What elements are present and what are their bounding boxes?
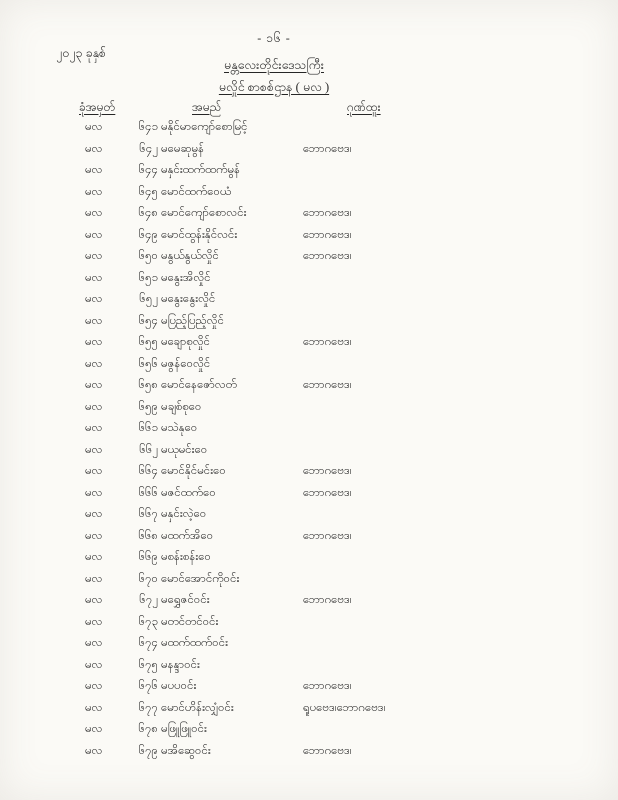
exam-center-title: မလှိုင် စာစစ်ဌာန ( မလ ) bbox=[218, 80, 330, 94]
row-roll-number: ၆၇၂ bbox=[139, 594, 158, 606]
table-row bbox=[0, 676, 618, 698]
exam-year: ၂၀၂၃ ခုနှစ် bbox=[56, 46, 106, 60]
table-row bbox=[0, 633, 618, 655]
row-roll-number: ၆၆၁ bbox=[138, 422, 158, 434]
table-row bbox=[0, 160, 618, 182]
row-student-name: မစန်းစန်းဝေ bbox=[161, 551, 211, 563]
row-center-code: မလ bbox=[85, 142, 103, 155]
row-student-name: မဇွန်ဝေလှိုင် bbox=[161, 357, 211, 370]
row-student-name: မောင်ထွန်းနိုင်လင်း bbox=[161, 228, 238, 241]
table-row bbox=[0, 461, 618, 483]
row-center-code: မလ bbox=[85, 680, 103, 692]
row-center-code: မလ bbox=[85, 551, 103, 563]
row-distinction: ဘောဂဗေဒ၊ bbox=[303, 142, 352, 155]
row-center-code: မလ bbox=[85, 314, 103, 327]
row-roll-number: ၆၄၅ bbox=[138, 185, 158, 198]
row-center-code: မလ bbox=[85, 228, 103, 241]
row-roll-number: ၆၆၇ bbox=[138, 508, 158, 520]
row-roll-number: ၆၄၂ bbox=[139, 142, 158, 155]
row-center-code: မလ bbox=[85, 271, 103, 284]
row-roll-number: ၆၆၆ bbox=[138, 486, 158, 499]
row-student-name: မနွေးနွေးလှိုင် bbox=[161, 293, 216, 305]
row-distinction: ဘောဂဗေဒ၊ bbox=[303, 336, 352, 348]
row-student-name: မသဲနုဝေ bbox=[161, 422, 198, 434]
table-row bbox=[0, 526, 618, 548]
row-distinction: ဘောဂဗေဒ၊ bbox=[303, 744, 352, 757]
row-distinction: ဘောဂဗေဒ၊ bbox=[303, 465, 352, 477]
table-row bbox=[0, 612, 618, 634]
row-roll-number: ၆၆၉ bbox=[138, 551, 158, 563]
table-row bbox=[0, 483, 618, 505]
row-center-code: မလ bbox=[85, 250, 103, 262]
row-center-code: မလ bbox=[85, 658, 103, 671]
row-center-code: မလ bbox=[85, 293, 103, 305]
row-roll-number: ၆၄၈ bbox=[138, 207, 158, 219]
row-roll-number: ၆၅၂ bbox=[139, 293, 158, 305]
row-center-code: မလ bbox=[85, 637, 103, 649]
row-roll-number: ၆၇၉ bbox=[138, 744, 158, 757]
table-row bbox=[0, 375, 618, 397]
row-center-code: မလ bbox=[85, 465, 103, 477]
row-student-name: မဖြူဖြူဝင်း bbox=[161, 723, 207, 735]
row-center-code: မလ bbox=[85, 400, 103, 413]
row-center-code: မလ bbox=[85, 529, 103, 542]
row-student-name: မပြည့်ပြည့်လှိုင် bbox=[161, 314, 224, 327]
row-roll-number: ၆၇၇ bbox=[138, 701, 158, 714]
table-row bbox=[0, 569, 618, 591]
row-roll-number: ၆၇၃ bbox=[138, 615, 158, 628]
row-student-name: မနန္ဒာဝင်း bbox=[161, 658, 200, 671]
row-student-name: မောင်အောင်ကိုဝင်း bbox=[161, 572, 240, 585]
table-row bbox=[0, 117, 618, 139]
row-roll-number: ၆၇၈ bbox=[138, 723, 158, 735]
row-student-name: မောင်နိုင်မင်းဝေ bbox=[161, 465, 226, 477]
table-row bbox=[0, 289, 618, 311]
row-roll-number: ၆၅၉ bbox=[138, 400, 158, 413]
row-center-code: မလ bbox=[85, 185, 103, 198]
row-center-code: မလ bbox=[85, 379, 103, 391]
region-title: မန္တလေးတိုင်းဒေသကြီး bbox=[224, 58, 324, 72]
table-row bbox=[0, 698, 618, 720]
row-roll-number: ၆၅၀ bbox=[138, 250, 158, 262]
row-student-name: မထက်အိဝေ bbox=[161, 529, 214, 542]
table-row bbox=[0, 418, 618, 440]
row-student-name: မအိဆွေဝင်း bbox=[161, 744, 211, 757]
row-student-name: မတင်တင်ဝင်း bbox=[161, 615, 219, 628]
row-distinction: ဘောဂဗေဒ၊ bbox=[303, 680, 352, 692]
column-header-name: အမည် bbox=[192, 100, 222, 114]
row-center-code: မလ bbox=[85, 572, 103, 585]
row-student-name: မမေဆုမွန် bbox=[161, 142, 205, 155]
row-center-code: မလ bbox=[85, 207, 103, 219]
row-center-code: မလ bbox=[85, 443, 103, 456]
row-student-name: မနှင်းလဲ့ဝေ bbox=[161, 508, 207, 520]
row-student-name: မယုမင်းဝေ bbox=[161, 443, 208, 456]
table-row bbox=[0, 590, 618, 612]
table-row bbox=[0, 139, 618, 161]
row-distinction: ဘောဂဗေဒ၊ bbox=[303, 228, 352, 241]
table-row bbox=[0, 741, 618, 763]
row-student-name: မောင်ကျော်စောလင်း bbox=[161, 207, 247, 219]
row-distinction: ဘောဂဗေဒ၊ bbox=[303, 594, 352, 606]
row-center-code: မလ bbox=[85, 594, 103, 606]
row-roll-number: ၆၇၅ bbox=[138, 658, 158, 671]
row-center-code: မလ bbox=[85, 723, 103, 735]
row-center-code: မလ bbox=[85, 422, 103, 434]
row-center-code: မလ bbox=[85, 744, 103, 757]
row-student-name: မနွေးအိလှိုင် bbox=[161, 271, 211, 284]
row-student-name: မောင်ထက်ဝေယံ bbox=[161, 185, 232, 198]
row-student-name: မဇင်ထက်ဝေ bbox=[161, 486, 216, 499]
table-row bbox=[0, 547, 618, 569]
column-header-roll-number: ခုံအမှတ် bbox=[79, 100, 116, 114]
row-center-code: မလ bbox=[85, 164, 103, 176]
table-row bbox=[0, 311, 618, 333]
table-row bbox=[0, 504, 618, 526]
table-row bbox=[0, 719, 618, 741]
row-roll-number: ၆၇၀ bbox=[138, 572, 158, 585]
row-student-name: မနှင်းထက်ထက်မွန် bbox=[161, 164, 241, 176]
table-row bbox=[0, 655, 618, 677]
table-row bbox=[0, 203, 618, 225]
row-student-name: မနွယ်နွယ်လှိုင် bbox=[161, 250, 219, 262]
table-row bbox=[0, 397, 618, 419]
row-roll-number: ၆၄၉ bbox=[138, 228, 158, 241]
row-center-code: မလ bbox=[85, 121, 103, 133]
row-roll-number: ၆၆၈ bbox=[138, 529, 158, 542]
table-row bbox=[0, 246, 618, 268]
row-roll-number: ၆၅၄ bbox=[138, 314, 158, 327]
row-roll-number: ၆၄၁ bbox=[138, 121, 158, 133]
row-distinction: ဘောဂဗေဒ၊ bbox=[303, 486, 352, 499]
row-student-name: မရွှေဇင်ဝင်း bbox=[161, 594, 210, 606]
row-center-code: မလ bbox=[85, 486, 103, 499]
row-roll-number: ၆၅၁ bbox=[138, 271, 158, 284]
column-header-distinction: ဂုဏ်ထူး bbox=[347, 100, 381, 114]
row-roll-number: ၆၆၄ bbox=[138, 465, 158, 477]
row-student-name: မောင်ဟိန်းလျှံဝင်း bbox=[161, 701, 234, 714]
table-row bbox=[0, 225, 618, 247]
page-number: - ၁၆ - bbox=[257, 31, 291, 45]
row-center-code: မလ bbox=[85, 357, 103, 370]
table-row bbox=[0, 440, 618, 462]
row-distinction: ဘောဂဗေဒ၊ bbox=[303, 529, 352, 542]
row-student-name: မချစ်စုဝေ bbox=[161, 400, 202, 413]
row-roll-number: ၆၅၅ bbox=[138, 336, 158, 348]
row-student-name: မပပဝင်း bbox=[161, 680, 197, 692]
row-student-name: မချောစုလှိုင် bbox=[161, 336, 211, 348]
table-row bbox=[0, 182, 618, 204]
row-roll-number: ၆၇၄ bbox=[138, 637, 158, 649]
row-roll-number: ၆၄၄ bbox=[138, 164, 158, 176]
row-distinction: ဘောဂဗေဒ၊ bbox=[303, 379, 352, 391]
table-row bbox=[0, 332, 618, 354]
row-roll-number: ၆၇၆ bbox=[138, 680, 158, 692]
row-center-code: မလ bbox=[85, 701, 103, 714]
row-distinction: ဘောဂဗေဒ၊ bbox=[303, 207, 352, 219]
row-center-code: မလ bbox=[85, 336, 103, 348]
row-roll-number: ၆၅၆ bbox=[138, 357, 158, 370]
row-roll-number: ၆၆၂ bbox=[139, 443, 158, 456]
row-center-code: မလ bbox=[85, 615, 103, 628]
table-row bbox=[0, 354, 618, 376]
row-center-code: မလ bbox=[85, 508, 103, 520]
row-distinction: ဘောဂဗေဒ၊ bbox=[303, 250, 352, 262]
row-student-name: မထက်ထက်ဝင်း bbox=[161, 637, 229, 649]
row-distinction: ရူပဗေဒ၊ဘောဂဗေဒ၊ bbox=[303, 701, 386, 714]
row-roll-number: ၆၅၈ bbox=[138, 379, 158, 391]
table-row bbox=[0, 268, 618, 290]
results-list bbox=[0, 117, 618, 762]
row-student-name: မနိုင်မာကျော်စောမြင့် bbox=[161, 121, 248, 133]
row-student-name: မောင်နေဇော်လတ် bbox=[161, 379, 237, 391]
